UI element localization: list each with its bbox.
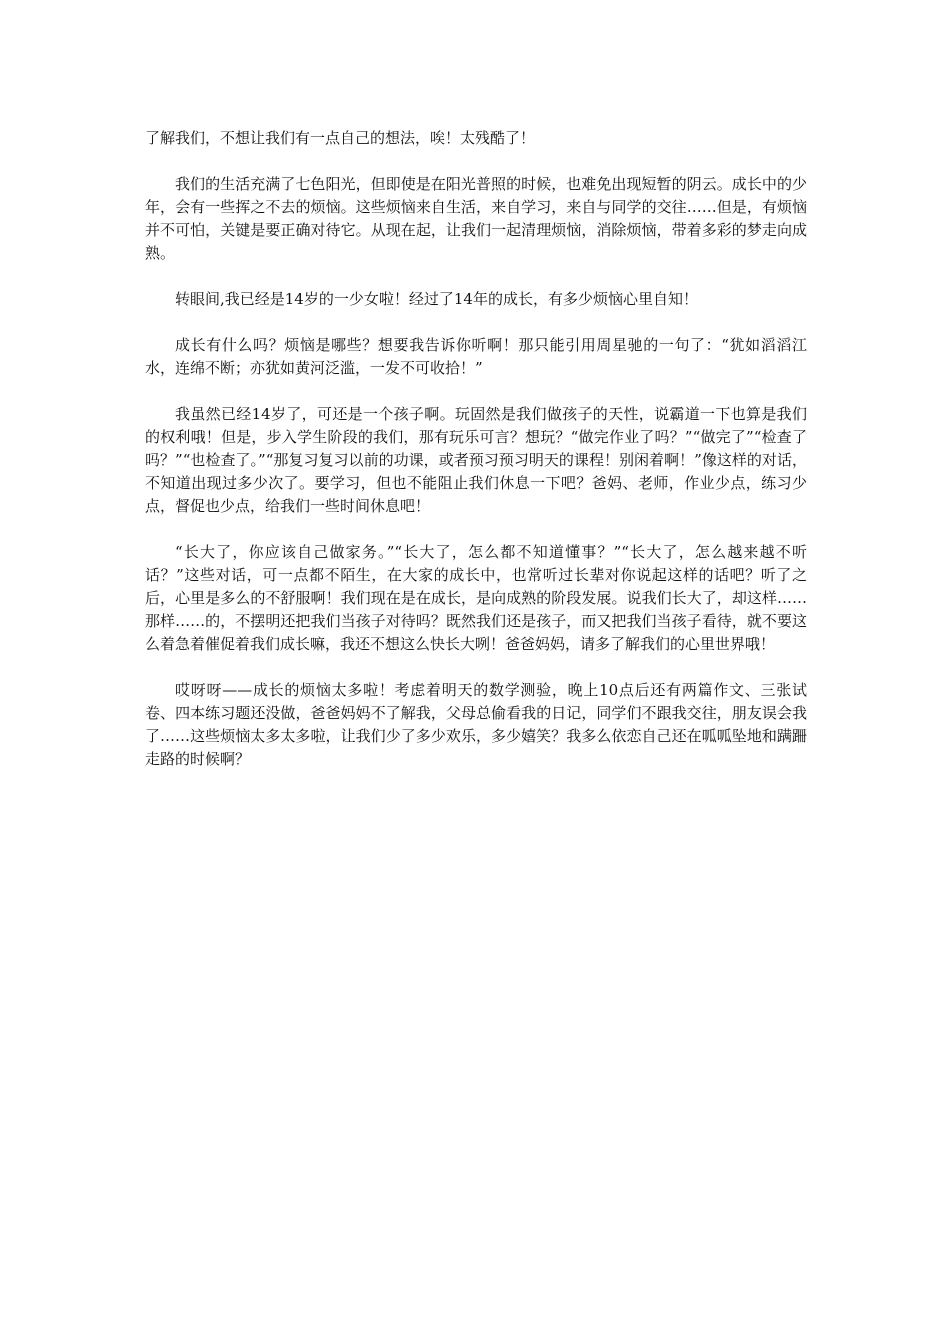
document-body bbox=[145, 127, 807, 794]
paragraph-6: “长大了，你应该自己做家务。”“长大了，怎么都不知道懂事？”“长大了，怎么越来越不听话？”这些对话，可一点都不陌生，在大家的成长中，也常听过长辈对你说起这样的话吧？听了之后，心里是多么的不舒服啊！我们现在是在成长，是向成熟的阶段发展。说我们长大了，却这样……那样……的，不摆明还把我们当孩子对待吗？既然我们还是孩子，而又把我们当孩子看待，就不要这么着急着催促着我们成长嘛，我还不想这么快长大咧！爸爸妈妈，请多了解我们的心里世界哦！ bbox=[145, 543, 807, 653]
paragraph-2: 我们的生活充满了七色阳光，但即使是在阳光普照的时候，也难免出现短暂的阴云。成长中的少年，会有一些挥之不去的烦恼。这些烦恼来自生活，来自学习，来自与同学的交往……但是，有烦恼并不可怕，关键是要正确对待它。从现在起，让我们一起清理烦恼，消除烦恼，带着多彩的梦走向成熟。 bbox=[145, 175, 807, 262]
paragraph-5: 我虽然已经14岁了，可还是一个孩子啊。玩固然是我们做孩子的天性，说霸道一下也算是我们的权利哦！但是，步入学生阶段的我们，那有玩乐可言？想玩？“做完作业了吗？”“做完了”“检查了吗？”“也检查了。”“那复习复习以前的功课，或者预习预习明天的课程！别闲着啊！”像这样的对话，不知道出现过多少次了。要学习，但也不能阻止我们休息一下吧？爸妈、老师，作业少点，练习少点，督促也少点，给我们一些时间休息吧！ bbox=[145, 405, 807, 515]
paragraph-7: 哎呀呀——成长的烦恼太多啦！考虑着明天的数学测验，晚上10点后还有两篇作文、三张试卷、四本练习题还没做，爸爸妈妈不了解我，父母总偷看我的日记，同学们不跟我交往，朋友误会我了……这些烦恼太多太多啦，让我们少了多少欢乐，多少嬉笑？我多么依恋自己还在呱呱坠地和蹒跚走路的时候啊？ bbox=[145, 681, 807, 768]
paragraph-3: 转眼间,我已经是14岁的一少女啦！经过了14年的成长，有多少烦恼心里自知！ bbox=[175, 290, 698, 308]
paragraph-4: 成长有什么吗？烦恼是哪些？想要我告诉你听啊！那只能引用周星驰的一句了：“犹如滔滔江水，连绵不断；亦犹如黄河泛滥，一发不可收拾！” bbox=[145, 336, 807, 377]
paragraph-1: 了解我们，不想让我们有一点自己的想法，唉！太残酷了！ bbox=[145, 129, 536, 147]
